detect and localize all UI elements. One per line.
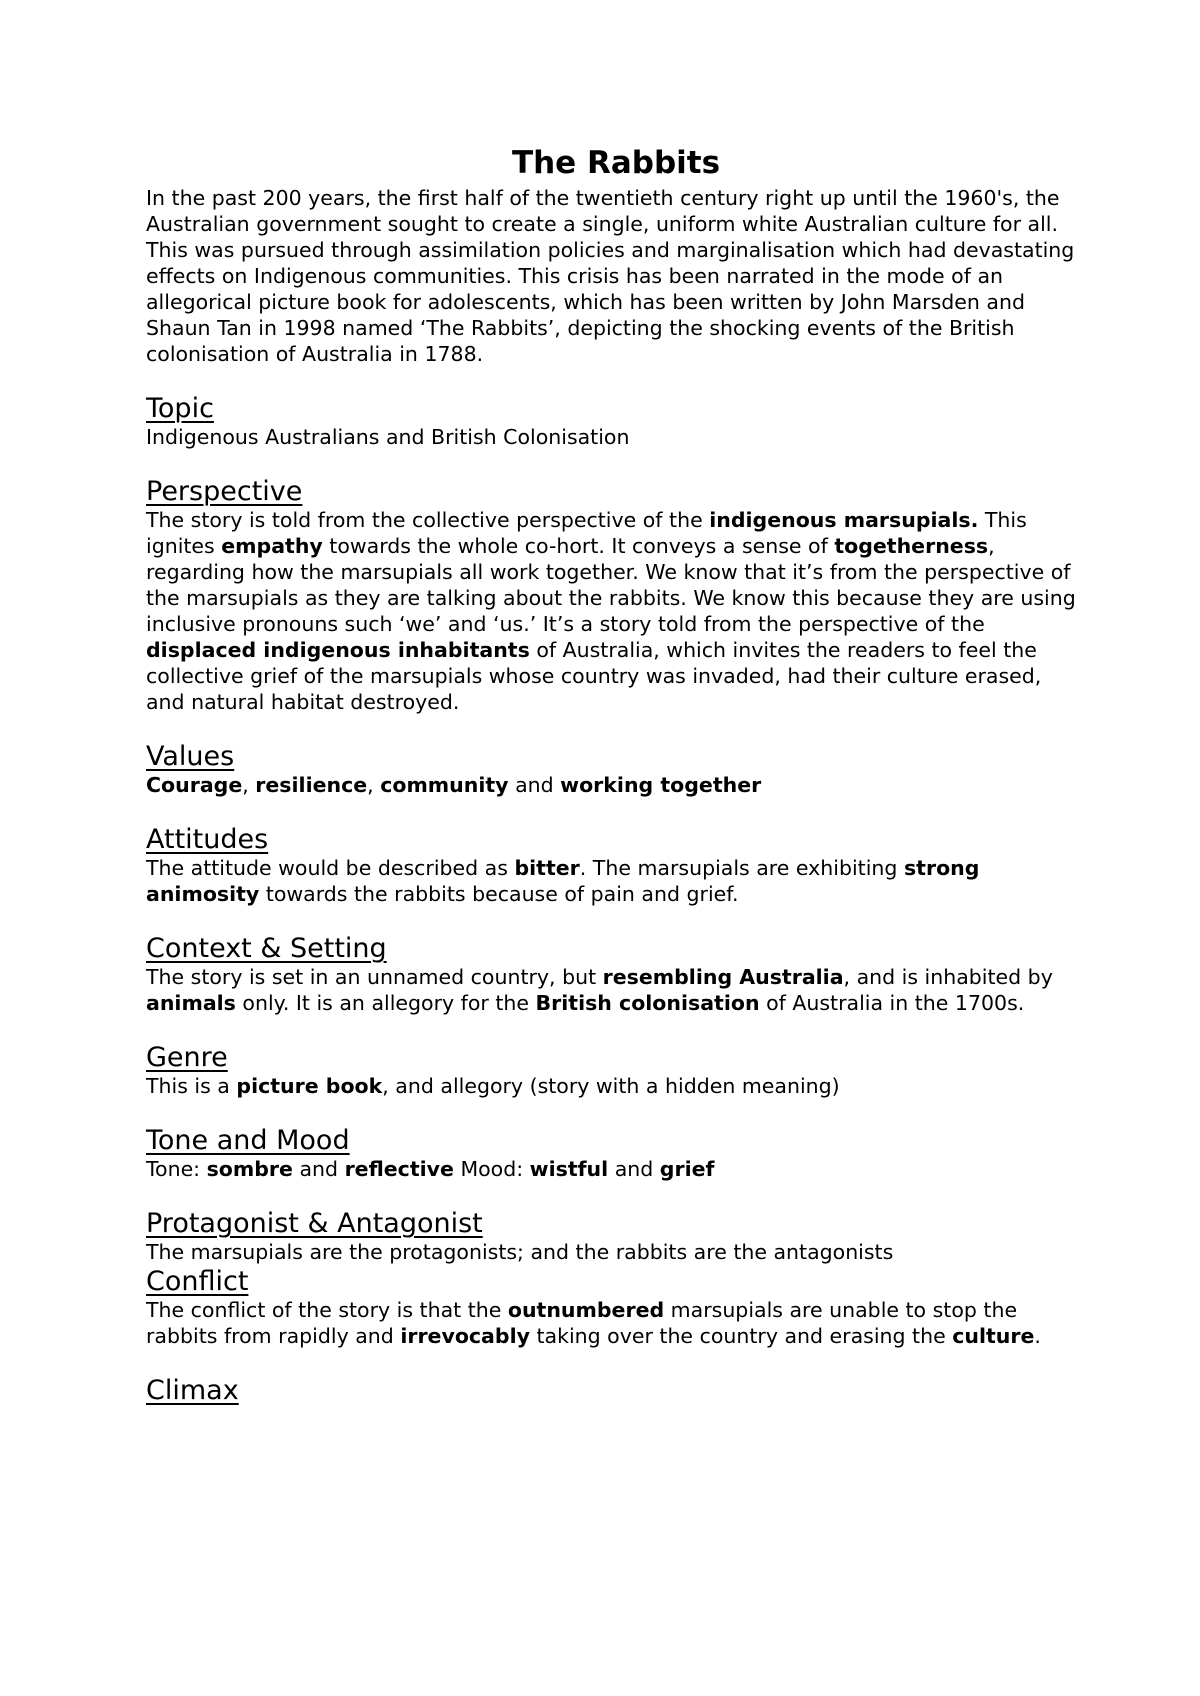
context-text: only. It is an allegory for the: [235, 991, 536, 1015]
genre-text: This is a: [146, 1074, 237, 1098]
values-text: ,: [367, 773, 381, 797]
tone-bold: wistful: [529, 1157, 609, 1181]
attitudes-body: [146, 855, 1086, 907]
genre-heading: Genre: [146, 1042, 228, 1073]
section-protagonist-antagonist: [146, 1209, 1086, 1265]
context-bold: British colonisation: [535, 991, 760, 1015]
conflict-text: .: [1034, 1324, 1041, 1348]
attitudes-text: towards the rabbits because of pain and grief.: [259, 882, 739, 906]
tone-body: [146, 1156, 1086, 1182]
tone-bold: sombre: [206, 1157, 293, 1181]
conflict-body: [146, 1297, 1086, 1349]
perspective-bold: empathy: [221, 534, 323, 558]
attitudes-bold: bitter: [514, 856, 580, 880]
values-text: and: [508, 773, 561, 797]
topic-body: Indigenous Australians and British Colonisation: [146, 425, 630, 449]
context-heading: Context & Setting: [146, 933, 387, 964]
genre-text: , and allegory (story with a hidden meaning): [382, 1074, 840, 1098]
context-text: of Australia in the 1700s.: [759, 991, 1025, 1015]
conflict-heading: Conflict: [146, 1266, 249, 1297]
tone-text: and: [292, 1157, 345, 1181]
tone-text: Mood:: [453, 1157, 530, 1181]
perspective-body: [146, 507, 1086, 715]
perspective-text: The story is told from the collective perspective of the: [146, 508, 710, 532]
context-bold: animals: [146, 991, 236, 1015]
section-topic: [146, 394, 1086, 450]
section-genre: [146, 1043, 1086, 1099]
perspective-heading: Perspective: [146, 476, 303, 507]
context-text: , and is inhabited by: [843, 965, 1053, 989]
climax-heading: Climax: [146, 1375, 239, 1406]
tone-heading: Tone and Mood: [146, 1125, 350, 1156]
context-bold: resembling Australia: [602, 965, 844, 989]
values-bold: Courage: [146, 773, 243, 797]
values-body: [146, 772, 1086, 798]
section-perspective: [146, 477, 1086, 715]
perspective-bold: togetherness: [834, 534, 989, 558]
document-title: The Rabbits: [511, 145, 721, 181]
conflict-text: The conflict of the story is that the: [146, 1298, 508, 1322]
tone-bold: grief: [659, 1157, 715, 1181]
context-text: The story is set in an unnamed country, but: [146, 965, 603, 989]
conflict-text: marsupials are unable to stop the rabbits from rapidly and: [146, 1298, 1018, 1348]
context-body: [146, 964, 1086, 1016]
values-bold: working together: [560, 773, 762, 797]
attitudes-heading: Attitudes: [146, 824, 269, 855]
section-values: [146, 742, 1086, 798]
values-bold: community: [380, 773, 509, 797]
values-bold: resilience: [255, 773, 368, 797]
perspective-text: This ignites: [146, 508, 1027, 558]
perspective-bold: indigenous marsupials.: [709, 508, 979, 532]
section-conflict: [146, 1267, 1086, 1349]
intro-paragraph: In the past 200 years, the first half of the twentieth century right up until the 1960's, the Australian government sought to create a single, uniform white Australian culture for all. This was pursued through assimilation policies and marginalisation which had devastating effects on Indigenous communities. This crisis has been narrated in the mode of an allegorical picture book for adolescents, which has been written by John Marsden and Shaun Tan in 1998 named ‘The Rabbits’, depicting the shocking events of the British colonisation of Australia in 1788.: [146, 186, 1075, 366]
topic-heading: Topic: [146, 393, 214, 424]
section-context-setting: [146, 934, 1086, 1016]
section-tone-mood: [146, 1126, 1086, 1182]
section-climax: [146, 1376, 1086, 1406]
document-content: [146, 143, 1086, 1433]
conflict-bold: culture: [952, 1324, 1035, 1348]
attitudes-text: The attitude would be described as: [146, 856, 515, 880]
protagonist-heading: Protagonist & Antagonist: [146, 1208, 483, 1239]
perspective-text: of Australia, which invites the readers to feel the collective grief of the marsupials whose country was invaded, had their culture erased, and natural habitat destroyed.: [146, 638, 1042, 714]
attitudes-text: . The marsupials are exhibiting: [579, 856, 904, 880]
tone-text: and: [608, 1157, 660, 1181]
perspective-text: , regarding how the marsupials all work together. We know that it’s from the perspective of the marsupials as they are talking about the rabbits. We know this because they are using inclusive pronouns such ‘we’ and ‘us.’ It’s a story told from the perspective of the: [146, 534, 1076, 636]
values-text: ,: [242, 773, 256, 797]
perspective-text: towards the whole co-hort. It conveys a sense of: [322, 534, 835, 558]
tone-text: Tone:: [146, 1157, 207, 1181]
values-heading: Values: [146, 741, 235, 772]
section-attitudes: [146, 825, 1086, 907]
conflict-bold: outnumbered: [507, 1298, 665, 1322]
perspective-bold: displaced indigenous inhabitants: [146, 638, 530, 662]
conflict-text: taking over the country and erasing the: [529, 1324, 953, 1348]
tone-bold: reflective: [344, 1157, 454, 1181]
genre-body: [146, 1073, 1086, 1099]
genre-bold: picture book: [236, 1074, 383, 1098]
conflict-bold: irrevocably: [400, 1324, 530, 1348]
protagonist-body: The marsupials are the protagonists; and the rabbits are the antagonists: [146, 1240, 894, 1264]
attitudes-bold: strong animosity: [146, 856, 980, 906]
